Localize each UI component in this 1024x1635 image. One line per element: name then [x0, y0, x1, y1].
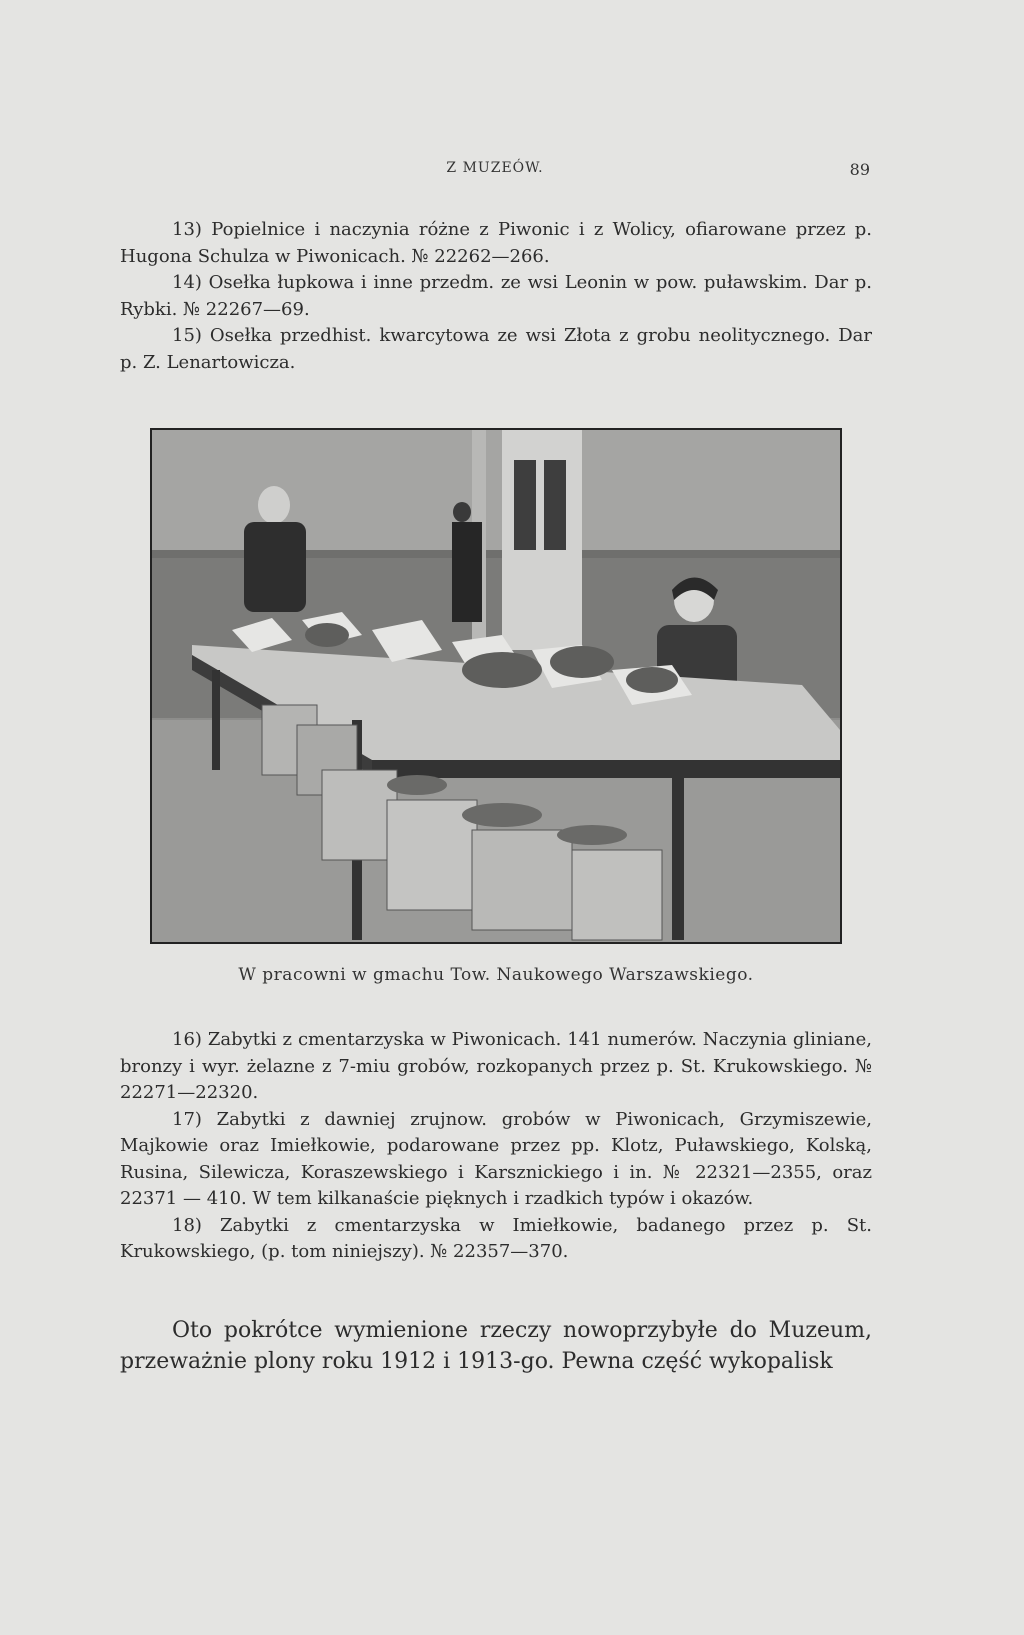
catalog-entry-13: 13) Popielnice i naczynia różne z Piwonic i z Wolicy, ofiarowane przez p. Hugona Schulza w Piwonicach. № 22262—266. [120, 219, 872, 267]
catalog-entry-16: 16) Zabytki z cmentarzyska w Piwonicach. 141 numerów. Naczynia gliniane, bronzy i wyr. żelazne z 7-miu grobów, rozkopanych przez p. St. Krukowskiego. № 22271—22320. [120, 1029, 872, 1103]
catalog-entries-top [120, 217, 872, 376]
catalog-entry-15: 15) Osełka przedhist. kwarcytowa ze wsi Złota z grobu neolitycznego. Dar p. Z. Lenartowicza. [120, 325, 872, 373]
door-window-right [544, 460, 566, 550]
table-leg-1 [212, 670, 220, 770]
catalog-entry-14: 14) Osełka łupkowa i inne przedm. ze wsi Leonin w pow. puławskim. Dar p. Rybki. № 22267—69. [120, 272, 872, 320]
table-edge-front [372, 760, 840, 778]
page-header [120, 160, 870, 184]
workshop-photograph [150, 428, 842, 944]
background-man-head [453, 502, 471, 522]
page-number: 89 [849, 160, 870, 179]
catalog-entries-bottom [120, 1027, 872, 1266]
catalog-entry-17: 17) Zabytki z dawniej zrujnow. grobów w Piwonicach, Grzymiszewie, Majkowie oraz Imiełkowie, podarowane przez pp. Klotz, Puławskiego, Kolską, Rusina, Silewicza, Koraszewskiego i Karsznickiego i in. № 22321—2355, oraz 22371 — 410. W tem kilkanaście pięknych i rzadkich typów i okazów. [120, 1108, 872, 1209]
table-leg-3 [672, 775, 684, 940]
man-head [258, 486, 290, 524]
photo-caption: W pracowni w gmachu Tow. Naukowego Warszawskiego. [238, 965, 754, 985]
catalog-entry-18: 18) Zabytki z cmentarzyska w Imiełkowie, badanego przez p. St. Krukowskiego, (p. tom niniejszy). № 22357—370. [120, 1214, 872, 1262]
running-head: Z MUZEÓW. [446, 160, 544, 176]
man-body [244, 522, 306, 612]
closing-paragraph-block [120, 1315, 872, 1377]
background-man-body [452, 522, 482, 622]
closing-paragraph: Oto pokrótce wymienione rzeczy nowoprzybyłe do Muzeum, przeważnie plony roku 1912 i 1913-go. Pewna część wykopalisk [120, 1318, 872, 1374]
door-window-left [514, 460, 536, 550]
photograph-illustration [152, 430, 840, 942]
